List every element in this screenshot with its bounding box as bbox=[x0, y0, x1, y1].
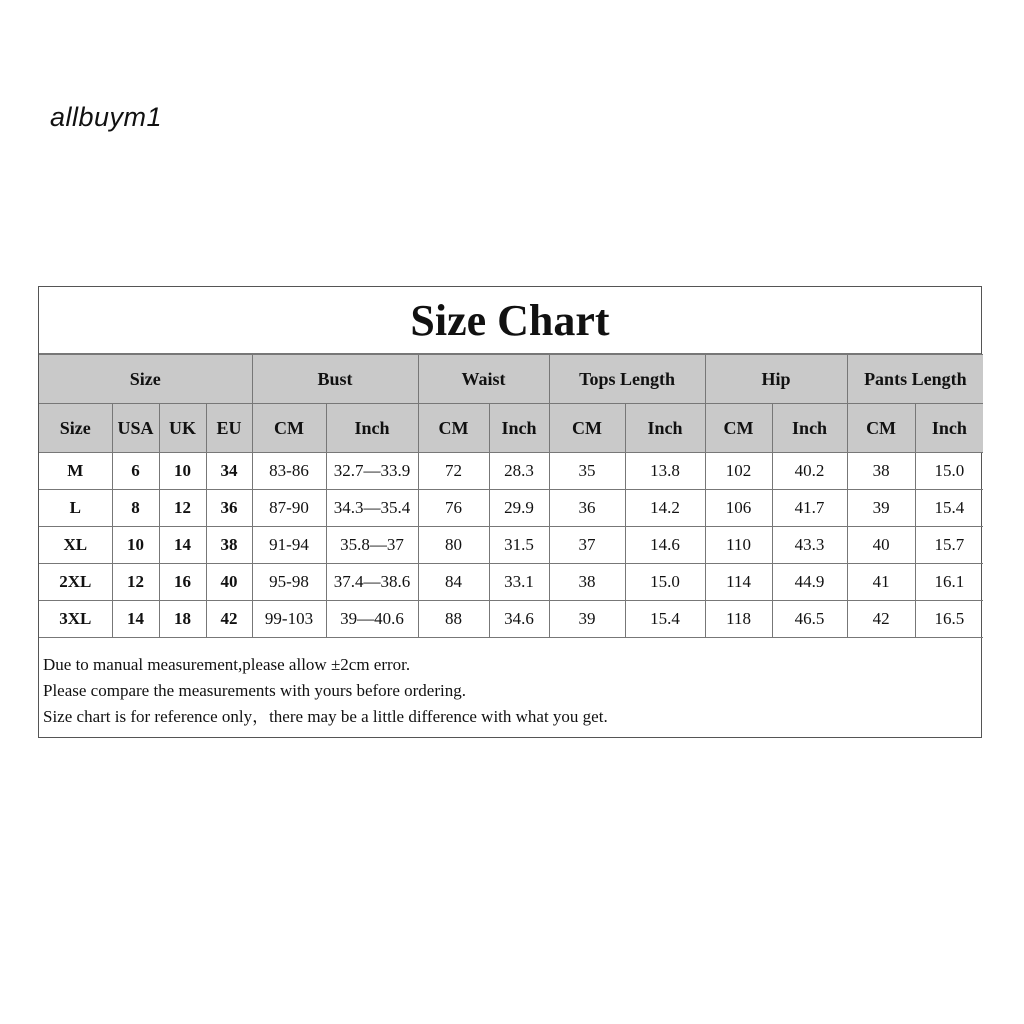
table-cell: 16.1 bbox=[915, 564, 983, 601]
subheader-cell: EU bbox=[206, 404, 252, 453]
subheader-cell: Inch bbox=[326, 404, 418, 453]
table-cell: 110 bbox=[705, 527, 772, 564]
table-cell: 35 bbox=[549, 453, 625, 490]
group-header-row bbox=[39, 355, 983, 404]
table-cell: 8 bbox=[112, 490, 159, 527]
table-cell: 14.2 bbox=[625, 490, 705, 527]
table-cell: 118 bbox=[705, 601, 772, 638]
table-cell: 31.5 bbox=[489, 527, 549, 564]
table-cell: 15.0 bbox=[915, 453, 983, 490]
table-cell: 38 bbox=[206, 527, 252, 564]
table-cell: 37.4—38.6 bbox=[326, 564, 418, 601]
chart-title: Size Chart bbox=[39, 287, 981, 354]
table-cell: XL bbox=[39, 527, 112, 564]
table-cell: 84 bbox=[418, 564, 489, 601]
size-table bbox=[39, 354, 983, 638]
table-cell: 83-86 bbox=[252, 453, 326, 490]
table-cell: M bbox=[39, 453, 112, 490]
subheader-cell: CM bbox=[847, 404, 915, 453]
table-cell: 6 bbox=[112, 453, 159, 490]
group-header-bust: Bust bbox=[252, 355, 418, 404]
group-header-pants-length: Pants Length bbox=[847, 355, 983, 404]
subheader-cell: Inch bbox=[625, 404, 705, 453]
subheader-cell: CM bbox=[252, 404, 326, 453]
group-header-size: Size bbox=[39, 355, 252, 404]
table-cell: 28.3 bbox=[489, 453, 549, 490]
table-cell: 14.6 bbox=[625, 527, 705, 564]
table-row bbox=[39, 527, 983, 564]
table-cell: 35.8—37 bbox=[326, 527, 418, 564]
table-cell: 42 bbox=[206, 601, 252, 638]
table-cell: 32.7—33.9 bbox=[326, 453, 418, 490]
table-cell: 106 bbox=[705, 490, 772, 527]
table-cell: 13.8 bbox=[625, 453, 705, 490]
table-cell: 88 bbox=[418, 601, 489, 638]
subheader-cell: Inch bbox=[772, 404, 847, 453]
table-cell: 91-94 bbox=[252, 527, 326, 564]
subheader-cell: CM bbox=[418, 404, 489, 453]
table-cell: 36 bbox=[206, 490, 252, 527]
table-cell: 34.3—35.4 bbox=[326, 490, 418, 527]
table-cell: 40.2 bbox=[772, 453, 847, 490]
table-cell: 34 bbox=[206, 453, 252, 490]
size-chart bbox=[38, 286, 982, 738]
table-cell: 99-103 bbox=[252, 601, 326, 638]
table-row bbox=[39, 453, 983, 490]
table-cell: 33.1 bbox=[489, 564, 549, 601]
table-cell: 114 bbox=[705, 564, 772, 601]
note-line: Due to manual measurement,please allow ±2cm error. bbox=[43, 655, 411, 674]
table-cell: 2XL bbox=[39, 564, 112, 601]
notes bbox=[39, 638, 981, 730]
table-cell: 38 bbox=[549, 564, 625, 601]
table-cell: 29.9 bbox=[489, 490, 549, 527]
group-header-waist: Waist bbox=[418, 355, 549, 404]
subheader-cell: Inch bbox=[489, 404, 549, 453]
subheader-cell: USA bbox=[112, 404, 159, 453]
group-header-hip: Hip bbox=[705, 355, 847, 404]
note-line: Size chart is for reference only，there may be a little difference with what you get. bbox=[43, 707, 608, 726]
table-cell: 15.0 bbox=[625, 564, 705, 601]
table-cell: 39—40.6 bbox=[326, 601, 418, 638]
table-cell: 16 bbox=[159, 564, 206, 601]
table-cell: 15.4 bbox=[915, 490, 983, 527]
subheader-cell: Inch bbox=[915, 404, 983, 453]
table-cell: 12 bbox=[159, 490, 206, 527]
table-cell: 40 bbox=[206, 564, 252, 601]
table-cell: 38 bbox=[847, 453, 915, 490]
table-cell: 43.3 bbox=[772, 527, 847, 564]
watermark-logo: allbuym1 bbox=[50, 102, 163, 132]
table-cell: L bbox=[39, 490, 112, 527]
table-cell: 36 bbox=[549, 490, 625, 527]
subheader-cell: Size bbox=[39, 404, 112, 453]
table-cell: 18 bbox=[159, 601, 206, 638]
table-cell: 10 bbox=[112, 527, 159, 564]
table-cell: 95-98 bbox=[252, 564, 326, 601]
table-cell: 15.7 bbox=[915, 527, 983, 564]
table-cell: 34.6 bbox=[489, 601, 549, 638]
subheader-cell: CM bbox=[549, 404, 625, 453]
group-header-tops-length: Tops Length bbox=[549, 355, 705, 404]
table-cell: 3XL bbox=[39, 601, 112, 638]
table-cell: 12 bbox=[112, 564, 159, 601]
subheader-row bbox=[39, 404, 983, 453]
note-line: Please compare the measurements with yours before ordering. bbox=[43, 681, 466, 700]
table-cell: 44.9 bbox=[772, 564, 847, 601]
table-row bbox=[39, 490, 983, 527]
table-cell: 87-90 bbox=[252, 490, 326, 527]
table-cell: 72 bbox=[418, 453, 489, 490]
table-cell: 16.5 bbox=[915, 601, 983, 638]
table-cell: 15.4 bbox=[625, 601, 705, 638]
table-row bbox=[39, 601, 983, 638]
table-row bbox=[39, 564, 983, 601]
table-cell: 37 bbox=[549, 527, 625, 564]
table-cell: 41 bbox=[847, 564, 915, 601]
subheader-cell: UK bbox=[159, 404, 206, 453]
table-cell: 42 bbox=[847, 601, 915, 638]
table-cell: 39 bbox=[549, 601, 625, 638]
table-cell: 10 bbox=[159, 453, 206, 490]
table-cell: 41.7 bbox=[772, 490, 847, 527]
table-cell: 102 bbox=[705, 453, 772, 490]
table-cell: 14 bbox=[159, 527, 206, 564]
table-cell: 76 bbox=[418, 490, 489, 527]
table-cell: 46.5 bbox=[772, 601, 847, 638]
table-cell: 14 bbox=[112, 601, 159, 638]
table-cell: 80 bbox=[418, 527, 489, 564]
table-cell: 39 bbox=[847, 490, 915, 527]
table-cell: 40 bbox=[847, 527, 915, 564]
subheader-cell: CM bbox=[705, 404, 772, 453]
